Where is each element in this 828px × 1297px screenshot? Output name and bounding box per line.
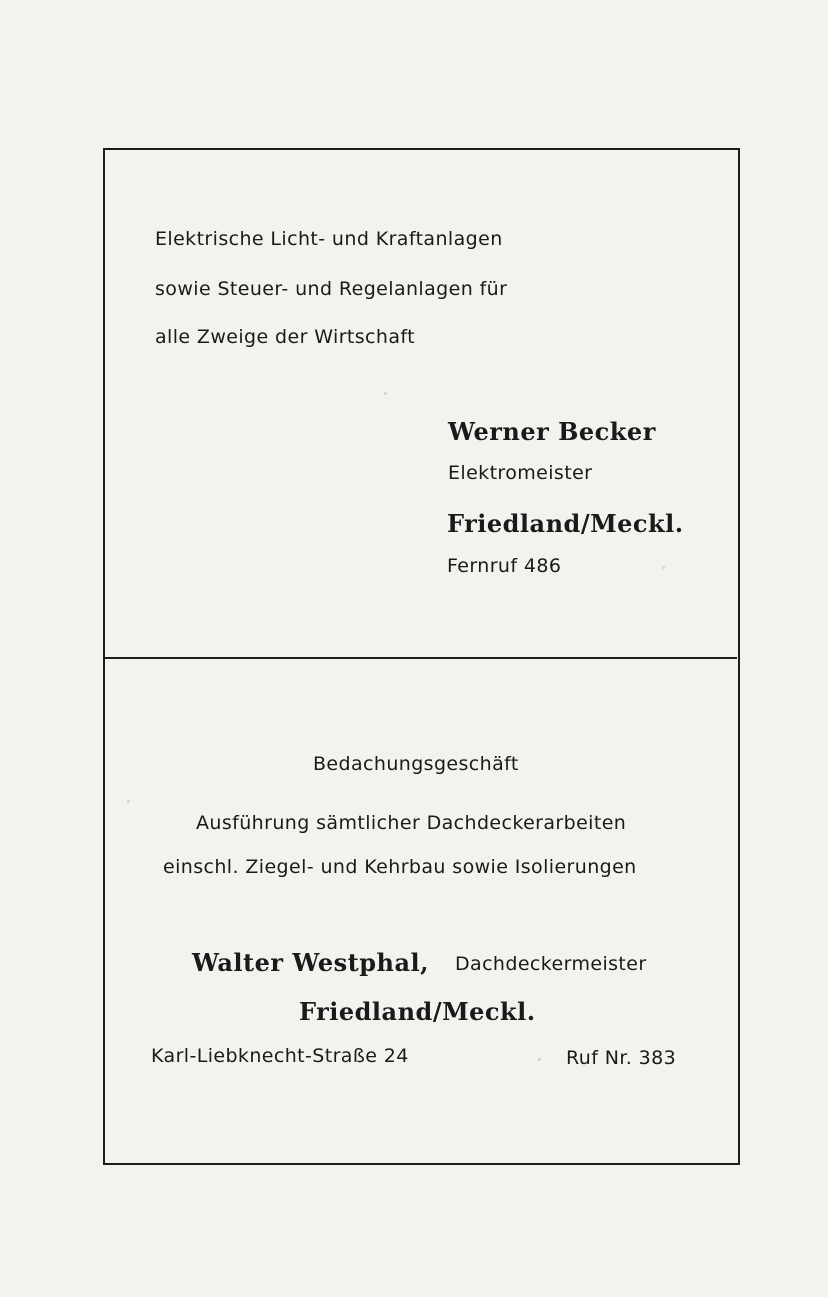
ad1-line3: alle Zweige der Wirtschaft [155, 326, 415, 348]
paper-speck [538, 1058, 541, 1061]
ad2-phone: Ruf Nr. 383 [566, 1047, 677, 1069]
ad1-phone: Fernruf 486 [447, 555, 562, 577]
ad2-city: Friedland/Meckl. [299, 997, 536, 1026]
paper-speck [662, 566, 665, 569]
ad1-name: Werner Becker [448, 417, 656, 446]
ad2-line2: Ausführung sämtlicher Dachdeckerarbeiten [196, 812, 627, 834]
ad2-address: Karl-Liebknecht-Straße 24 [151, 1045, 409, 1067]
advertisement-divider [103, 657, 737, 659]
ad2-line3: einschl. Ziegel- und Kehrbau sowie Isolierungen [163, 856, 637, 878]
ad2-name: Walter Westphal, [192, 948, 430, 977]
ad1-title: Elektromeister [448, 462, 593, 484]
ad2-line1: Bedachungsgeschäft [313, 753, 519, 775]
ad2-title: Dachdeckermeister [455, 953, 647, 975]
ad1-line2: sowie Steuer- und Regelanlagen für [155, 278, 508, 300]
paper-speck [384, 392, 387, 395]
paper-speck [127, 800, 130, 803]
ad1-city: Friedland/Meckl. [447, 509, 684, 538]
ad1-line1: Elektrische Licht- und Kraftanlagen [155, 228, 503, 250]
